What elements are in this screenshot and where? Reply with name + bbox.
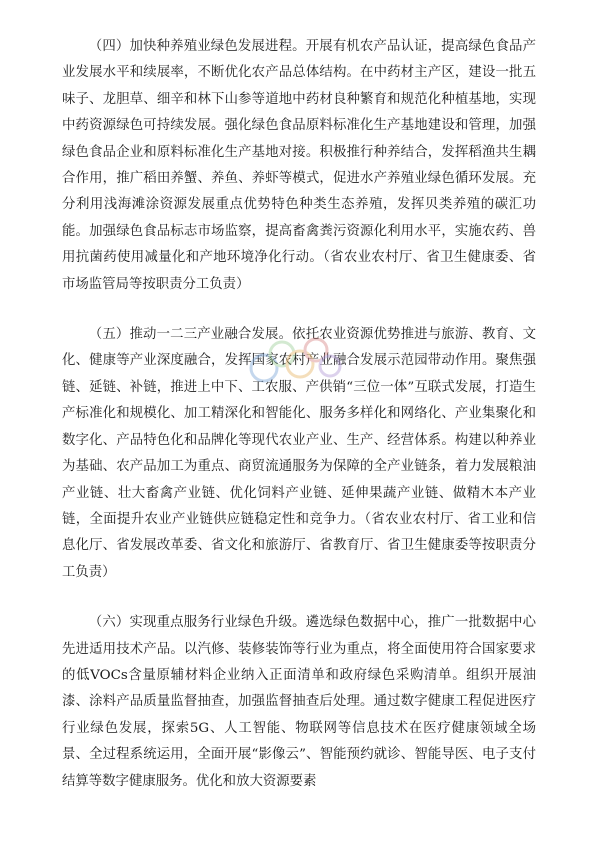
- paragraph-6: （六）实现重点服务行业绿色升级。遴选绿色数据中心，推广一批数据中心先进适用技术产品。以汽修、装修装饰等行业为重点，将全面使用符合国家要求的低VOCs含量原辅材料企业纳入正面清单和政府绿色采购清单。组织开展油漆、涂料产品质量监督抽查，加强监督抽查后处理。通过数字健康工程促进医疗行业绿色发展，探索5G、人工智能、物联网等信息技术在医疗健康领域全场景、全过程系统运用，全面开展“影像云”、智能预约就诊、智能导医、电子支付结算等数字健康服务。优化和放大资源要素: [62, 615, 536, 789]
- paragraph-4: （四）加快种养殖业绿色发展进程。开展有机农产品认证，提高绿色食品产业发展水平和续展率，不断优化农产品总体结构。在中药材主产区，建设一批五味子、龙胆草、细辛和林下山参等道地中药材良种繁育和规范化种植基地，实现中药资源绿色可持续发展。强化绿色食品原料标准化生产基地建设和管理，加强绿色食品企业和原料标准化生产基地对接。积极推行种养结合，发挥稻渔共生耦合作用，推广稻田养蟹、养鱼、养虾等模式，促进水产养殖业绿色循环发展。充分利用浅海滩涂资源发展重点优势特色种类生态养殖，发挥贝类养殖的碳汇功能。加强绿色食品标志市场监察，提高畜禽粪污资源化利用水平，实施农药、兽用抗菌药使用减量化和产地环境净化行动。（省农业农村厅、省卫生健康委、省市场监管局等按职责分工负责）: [62, 39, 536, 292]
- paragraph-5: （五）推动一二三产业融合发展。依托农业资源优势推进与旅游、教育、文化、健康等产业深度融合，发挥国家农村产业融合发展示范园带动作用。聚焦强链、延链、补链，推进上中下、工农服、产供销“三位一体”互联式发展，打造生产标准化和规模化、加工精深化和智能化、服务多样化和网络化、产业集聚化和数字化、产品特色化和品牌化等现代农业产业、生产、经营体系。构建以种养业为基础、农产品加工为重点、商贸流通服务为保障的全产业链条，着力发展粮油产业链、壮大畜禽产业链、优化饲料产业链、延伸果蔬产业链、做精木本产业链，全面提升农业产业链供应链稳定性和竞争力。（省农业农村厅、省工业和信息化厅、省发展改革委、省文化和旅游厅、省教育厅、省卫生健康委等按职责分工负责）: [62, 327, 536, 580]
- document-body: [62, 34, 536, 795]
